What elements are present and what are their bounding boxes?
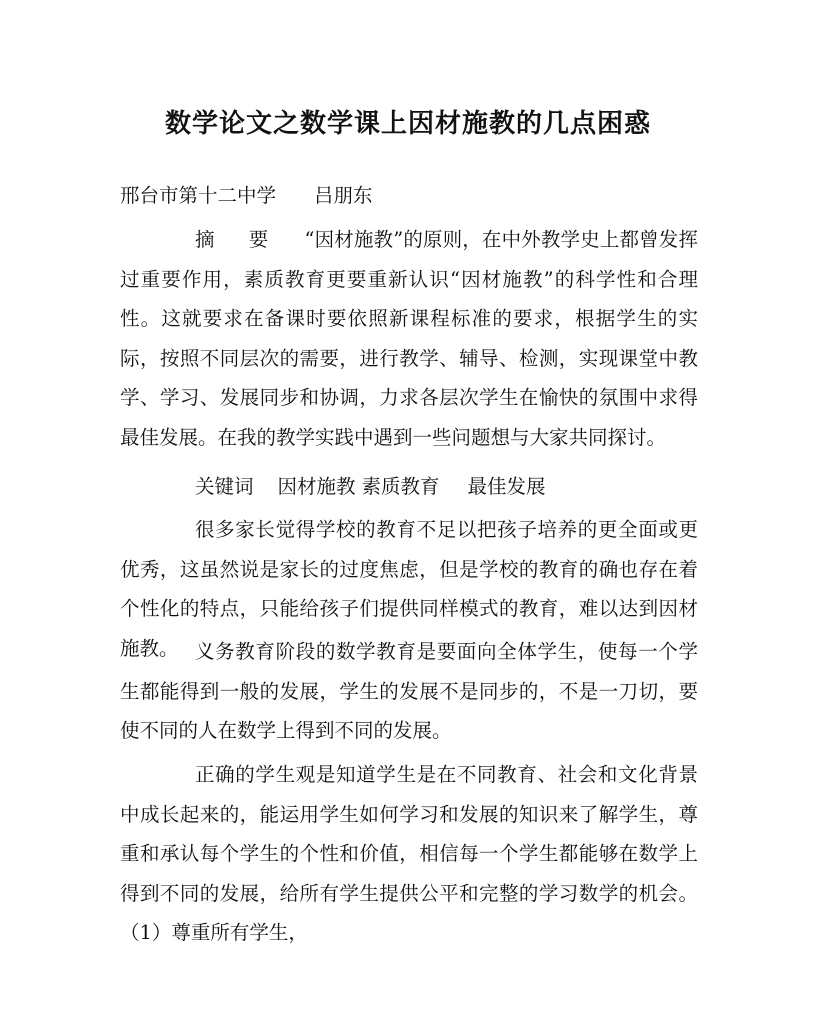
document-title: 数学论文之数学课上因材施教的几点困惑 — [164, 109, 651, 139]
keywords-line — [120, 467, 698, 507]
author-name: 吕朋东 — [314, 184, 373, 207]
author-school: 邢台市第十二中学 — [120, 184, 277, 207]
keyword-item: 最佳发展 — [467, 475, 546, 498]
abstract-text: “因材施教”的原则，在中外教学史上都曾发挥过重要作用，素质教育更要重新认识“因材施教”的科学性和合理性。这就要求在备课时要依照新课程标准的要求，根据学生的实际，按照不同层次的需要，进行教学、辅导、检测，实现课堂中教学、学习、发展同步和协调，力求各层次学生在愉快的氛围中求得最佳发展。在我的教学实践中遇到一些问题想与大家共同探讨。 — [120, 228, 698, 449]
keyword-item: 因材施教 — [277, 475, 356, 498]
body-paragraph: 正确的学生观是知道学生是在不同教育、社会和文化背景中成长起来的，能运用学生如何学习和发展的知识来了解学生，尊重和承认每个学生的个性和价值，相信每一个学生都能够在数学上得到不同的发展，给所有学生提供公平和完整的学习数学的机会。（1）尊重所有学生， — [120, 763, 698, 944]
body-paragraph: 义务教育阶段的数学教育是要面向全体学生，使每一个学生都能得到一般的发展，学生的发展不是同步的，不是一刀切，要使不同的人在数学上得到不同的发展。 — [120, 640, 698, 742]
abstract-label-1: 摘 — [195, 228, 215, 251]
keywords-label: 关键词 — [195, 475, 254, 498]
body-paragraph: 很多家长觉得学校的教育不足以把孩子培养的更全面或更优秀，这虽然说是家长的过度焦虑，但是学校的教育的确也存在着个性化的特点，只能给孩子们提供同样模式的教育，难以达到因材施教。 — [120, 518, 698, 660]
abstract-label-2: 要 — [248, 228, 269, 251]
keyword-item: 素质教育 — [361, 475, 440, 498]
author-line — [120, 176, 698, 216]
abstract-paragraph — [120, 220, 698, 457]
